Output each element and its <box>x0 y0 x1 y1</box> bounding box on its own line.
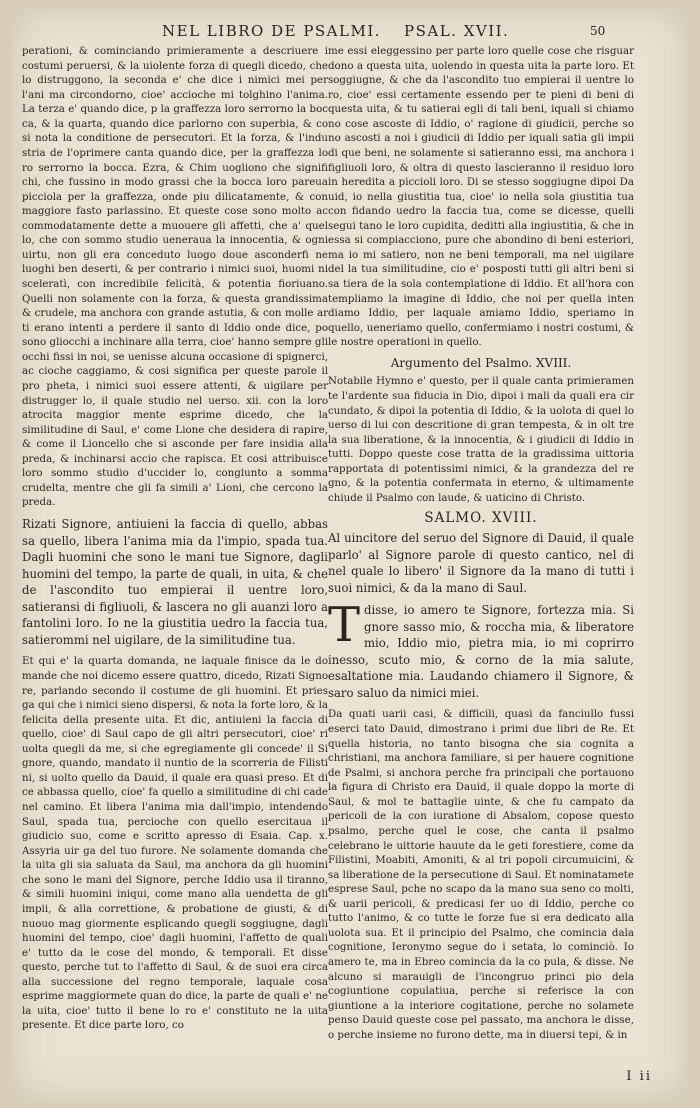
commentary-paragraph: perationi, & cominciando primieramente a descriuere i costumi peruersi, & la uiolente forza di quegli dicedo, che lo distruggono, la seconda e' che dice i nimici mei per l'ani ma circondorno, cioe' accioche mi tolghino l'anima. La terza e' quando dice, p la graffezza loro serrorno la boc ca, & la quarta, quando dice parlorno con superbia, & co si nota la conditione de persecutori. Et la forza, & l'indu stria de l'oprimere canta quando dice, per la graffezza lo ro serrorno la bocca. Ezra, & Chim uogliono che signifi chi, che fussino in modo grassi che la bocca loro pareua picciola per la graffezza, onde piu dilicatamente, & con maggiore fasto parlassino. Et queste cose sono molto ac commodatamente dette a muouere gli affetti, che a' quel lo, che con sommo studio ueneraua la innocentia, & ogni uirtu, non gli era conceduto luogo doue asconderfi ne luoghi ben deserti, & per contrario i nimici suoi, huomi ni sceleratì, con incredibile felicità, & potentia fioriuano. Quelli non solamente con la forza, & questa grandissima & crudele, ma anchora con grande astutia, & con molle ar ti erano intenti a perdere il santo di Iddio onde dice, po sono gliocchi a inchinare alla terra, cioe' hanno sempre gli occhi fissi in noi, se uenisse alcuna occasione di spignerci, ac cioche caggiamo, & cosi significa per queste parole il pro pheta, i nimici suoi essere attenti, & uigilare per distrugger lo, il quale studio nel uerso. xii. con la loro atrocita maggior mente esprime dicedo, che la similitudine di Saul, e' come Lione che desidera di rapire, & come il Lioncello che si asconde per fare insidia alla preda, & inchinarsi accio che rapisca. Et cosi attribuisce loro sommo studio d'uccider lo, congiunto a somma crudelta, mentre che gli fa simili a' Lioni, che cercono la preda. <box>22 45 328 509</box>
right-column <box>328 44 634 1048</box>
commentary-paragraph: me essi eleggessino per parte loro quelle cose che risguar dono a questa uita, uolendo in questa uita la parte loro. Et soggiugne, & che da l'ascondito tuo empierai il uentre lo ro, cioe' essi certamente essendo per te pieni di beni di questa uita, & tu satierai egli di tali beni, iquali si chiamo no cose ascoste di Iddio, o' ragione di giudicii, perche so no ascosti a noi i giudicii di Iddio per iquali satia gli impii di que beni, ne solamente si satieranno essi, ma anchora i figliuoli loro, & oltra di questo lascieranno il residuo loro in heredita a piccioli loro. Di se stesso soggiugne dipoi Da uid, io nella giustitia tua, cioe' io nella sola giustitia tua con fidando uedro la faccia tua, come se dicesse, quelli segui tano le loro cupidita, deditti alla ingiustitia, & che in essa si compiacciono, pure che abondino di beni esteriori, ma io mi satiero, non ne beni temporali, ma nel uigilare del la tua similitudine, cio e' posposti tutti gli altri beni si sa tiera de la sola contemplatione di Iddio. Et all'hora con templiamo la imagine di Iddio, che noi per quella inten diamo Iddio, per laquale amiamo Iddio, speriamo in quello, ueneriamo quello, confermiamo i nostri costumi, & le nostre operationi in quello. <box>328 45 634 349</box>
argument-heading: Argumento del Psalmo. XVIII. <box>390 355 572 370</box>
header-psalm-number: PSAL. XVII. <box>404 22 510 40</box>
psalm-superscription: Al uincitore del seruo del Signore di Dauid, il quale parlo' al Signore parole di questo cantico, nel di nel quale lo libero' il Signore da la mano di tutti i suoi nimici, & da la mano di Saul. <box>328 531 634 595</box>
psalm-heading: SALMO. XVIII. <box>424 510 538 527</box>
drop-cap-letter: T <box>328 597 361 654</box>
psalm-verse-body: disse, io amero te Signore, fortezza mia. Si gnore sasso mio, & roccha mia, & liberatore mio, Iddio mio, pietra mia, io mi coprirro inesso, scuto mio, & corno de la mia salute, esaltatione mia. Laudando chiamero il Signore, & saro saluo da nimici miei. <box>328 603 634 700</box>
commentary-paragraph: Et qui e' la quarta domanda, ne laquale finisce da le do mande che noi dicemo essere quattro, dicedo, Rizati Signo re, parlando secondo il costume de gli huomini. Et pries ga qui che i nimici sieno dispersi, & nota la forte loro, & la felicita della presente uita. Et dic, antiuieni la faccia di quello, cioe' di Saul capo de gli altri persecutori, cioe' ri uolta quegli da me, si che egregiamente gli concede' il Si gnore, quando, mandato il nuntio de la scorreria de Filisti ni, si uolto quello da Dauid, il quale era quasi preso. Et di ce abbassa quello, cioe' fa quello a similitudine di chi cade nel camino. Et libera l'anima mia dall'impio, intendendo Saul, spada tua, percioche con quello esercitaua il giudicio suo, come e scritto apresso di Esaia. Cap. x. Assyria uir ga del tuo furore. Ne solamente domanda che la uita gli sia saluata da Saul, ma anchora da gli huomini che sono le mani del Signore, perche Iddio usa il tiranno, & simili huomini iniqui, come mano alla uendetta de gli impii, & alla correttione, & probatione de giusti, & di nuouo mag giormente esplicando quegli soggiugne, dagli huomini del tempo, cioe' dagli huomini, l'affetto de quali e' tutto da le cose del mondo, & temporali. Et disse questo, perche tut to l'affetto di Saul, & de suoi era circa alla successione del regno temporale, laquale cosa esprime maggiormete quan do dice, la parte de quali e' ne la uita, cioe' tutto il bene lo ro e' constituto ne la uita presente. Et dice parte loro, co <box>22 655 328 1032</box>
book-page <box>12 8 688 1100</box>
psalm-verse-text <box>328 597 634 701</box>
left-column <box>22 44 328 1039</box>
header-book-title: NEL LIBRO DE PSALMI. <box>162 22 382 40</box>
page-number: 50 <box>590 24 606 38</box>
signature-mark: I ii <box>626 1069 652 1084</box>
argument-paragraph: Notabile Hymno e' questo, per il quale canta primieramen te l'ardente sua fiducia in Dio, dipoi i mali da quali era cir cundato, & dipoi la potentia di Iddio, & la uolota di quel lo uerso di lui con descritione di gran tempesta, & in olt tre la sua liberatione, & la innocentia, & i giudicii di Iddio in tutti. Doppo queste cose tratta de la gradissima uittoria rapportata di potentissimi nimici, & la grandezza del re gno, & la potentia confermata in eterno, & ultimamente chiude il Psalmo con laude, & uaticino di Christo. <box>328 375 634 504</box>
running-header <box>12 18 688 44</box>
commentary-paragraph: Da quati uarii casi, & difficili, quasi da fanciullo fussi eserci tato Dauid, dimostrano i primi due libri de Re. Et quella historia, no tanto bisogna che sia cognita a christiani, ma anchora familiare, si per hauere cognitione de Psalmi, si anchora perche fra principali che portauono la figura di Christo era Dauid, il quale doppo la morte di Saul, & mol te battaglie uinte, & che fu campato da pericoli de la con iuratione di Absalom, copose questo psalmo, perche quel le cose, che canta il psalmo celebrano le uittorie hauute da le geti forestiere, come da Filistini, Moabiti, Amoniti, & al tri popoli circumuicini, & sa liberatione de la persecutione di Saul. Et nominatamete esprese Saul, pche no scapo da la mano sua seno co molti, & uarii pericoli, & predicasi fer uo di Iddio, perche co tutto l'animo, & co tutte le forze fue si era dedicato alla uolota sua. Et il principio del Psalmo, che comincia dala cognitione, Ieronymo segue do i setata, lo cominciò. Io amero te, ma in Ebreo comincia da la co pula, & disse. Ne alcuno si marauigli de l'incongruo princi pio dela cogiuntione copulatiua, perche si referisce la con giuntione a la interiore cogitatione, perche no solamete penso Dauid queste cose pel passato, ma anchora le disse, o perche insieme no furono dette, ma in diuersi tepi, & in <box>328 708 634 1041</box>
psalm-verse-text: Rizati Signore, antiuieni la faccia di quello, abbas sa quello, libera l'anima mia da l'impio, spada tua. Dagli huomini che sono le mani tue Signore, dagli huomini del tempo, la parte de quali, in uita, & che de l'ascondito tuo empierai il uentre loro, satieransi di figliuoli, & lascera no gli auanzi loro a fantolini loro. Io ne la giustitia uedro la faccia tua, satierommi nel uigilare, de la similitudine tua. <box>22 517 328 647</box>
